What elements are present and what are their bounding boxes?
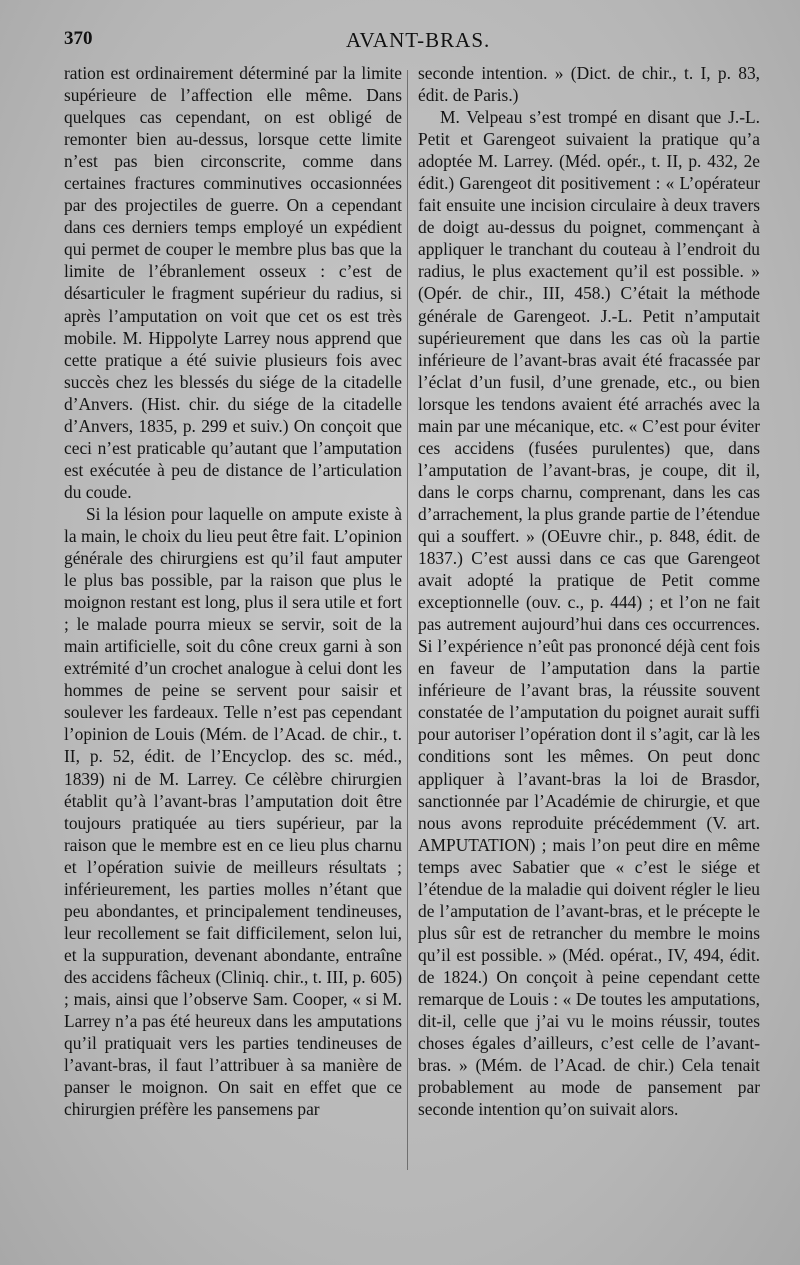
column-divider <box>407 70 408 1170</box>
right-paragraph-2: M. Velpeau s’est trompé en disant que J.-L. Petit et Garengeot suivaient la pratique qu’a adoptée M. Larrey. (Méd. opér., t. II, p. 432, 2e édit.) Garengeot dit positivement : « L’opérateur fait ensuite une incision circulaire à deux travers de doigt au-dessus du poignet, commençant à appliquer le tranchant du couteau à l’endroit du radius, le plus exactement qu’il est possible. » (Opér. de chir., III, 458.) C’était la méthode générale de Garengeot. J.-L. Petit n’amputait supérieurement que dans les cas où la partie inférieure de l’avant-bras avait été fracassée par l’éclat d’un fusil, d’une grenade, etc., ou bien lorsque les tendons avaient été arrachés avec la main par une mécanique, etc. « C’est pour éviter ces accidens (fusées purulentes) que, dans l’amputation de l’avant-bras, je coupe, dit il, dans le corps charnu, comprenant, dans les cas d’arrachement, la plus grande partie de l’étendue qui a souffert. » (OEuvre chir., p. 848, édit. de 1837.) C’est aussi dans ce cas que Garengeot avait adopté la pratique de Petit comme exceptionnelle (ouv. c., p. 444) ; et l’on ne fait pas autrement aujourd’hui dans ces occurrences. Si l’expérience n’eût pas prononcé déjà cent fois en faveur de l’amputation dans la partie inférieure de l’avant bras, la réussite souvent constatée de l’amputation du poignet aurait suffi pour autoriser l’opération dont il s’agit, car là les conditions sont les mêmes. On peut donc appliquer à l’avant-bras la loi de Brasdor, sanctionnée par l’Académie de chirurgie, et que nous avons reproduite précédemment (V. art. AMPUTATION) ; mais l’on peut dire en même temps avec Sabatier que « c’est le siége et l’étendue de la maladie qui doivent régler le lieu de l’amputation de l’avant-bras, et le précepte le plus sûr est de retrancher du membre le moins qu’il est possible. » (Méd. opérat., IV, 494, édit. de 1824.) On conçoit à peine cependant cette remarque de Louis : « De toutes les amputations, dit-il, celle que j’ai vu le moins réussir, toutes choses égales d’ailleurs, c’est celle de l’avant-bras. » (Mém. de l’Acad. de chir.) Cela tenait probablement au mode de pansement par seconde intention qu’on suivait alors. <box>418 107 760 1120</box>
right-column <box>418 62 760 1120</box>
left-column <box>64 62 402 1120</box>
left-paragraph-1: ration est ordinairement déterminé par la limite supérieure de l’affection elle même. Dans quelques cas cependant, on est obligé de remonter bien au-dessus, lorsque cette limite n’est pas bien circonscrite, comme dans certaines fractures comminutives occasionnées par des projectiles de guerre. On a cependant dans ces derniers temps employé un expédient qui permet de couper le membre plus bas que la limite de l’ébranlement osseux : c’est de désarticuler le fragment supérieur du radius, si après l’amputation on voit que cet os est très mobile. M. Hippolyte Larrey nous apprend que cette pratique a été suivie plusieurs fois avec succès chez les blessés du siége de la citadelle d’Anvers. (Hist. chir. du siége de la citadelle d’Anvers, 1835, p. 299 et suiv.) On conçoit que ceci n’est praticable qu’autant que l’amputation est exécutée à peu de distance de l’articulation du coude. <box>64 63 402 502</box>
page-header <box>64 28 760 58</box>
right-paragraph-1: seconde intention. » (Dict. de chir., t. I, p. 83, édit. de Paris.) <box>418 63 760 106</box>
page-number: 370 <box>64 28 93 49</box>
running-title: AVANT-BRAS. <box>346 28 491 52</box>
left-paragraph-2: Si la lésion pour laquelle on ampute existe à la main, le choix du lieu peut être fait. L’opinion générale des chirurgiens est qu’il faut amputer le plus bas possible, par la raison que plus le moignon restant est long, plus il sera utile et fort ; le malade pourra mieux se servir, soit de la main artificielle, soit du cône creux garni à son extrémité d’un crochet analogue à celui dont les hommes de peine se servent pour saisir et soulever les fardeaux. Telle n’est pas cependant l’opinion de Louis (Mém. de l’Acad. de chir., t. II, p. 52, édit. de l’Encyclop. des sc. méd., 1839) ni de M. Larrey. Ce célèbre chirurgien établit qu’à l’avant-bras l’amputation doit être toujours pratiquée au tiers supérieur, par la raison que le membre est en ce lieu plus charnu et l’opération suivie de meilleurs résultats ; inférieurement, les parties molles n’étant que peu abondantes, et principalement tendineuses, leur recollement se fait difficilement, selon lui, et la suppuration, devenant abondante, entraîne des accidens fâcheux (Cliniq. chir., t. III, p. 605) ; mais, ainsi que l’observe Sam. Cooper, « si M. Larrey n’a pas été heureux dans les amputations qu’il pratiquait vers les parties tendineuses de l’avant-bras, il faut l’attribuer à sa manière de panser le moignon. On sait en effet que ce chirurgien préfère les pansemens par <box>64 503 402 1120</box>
